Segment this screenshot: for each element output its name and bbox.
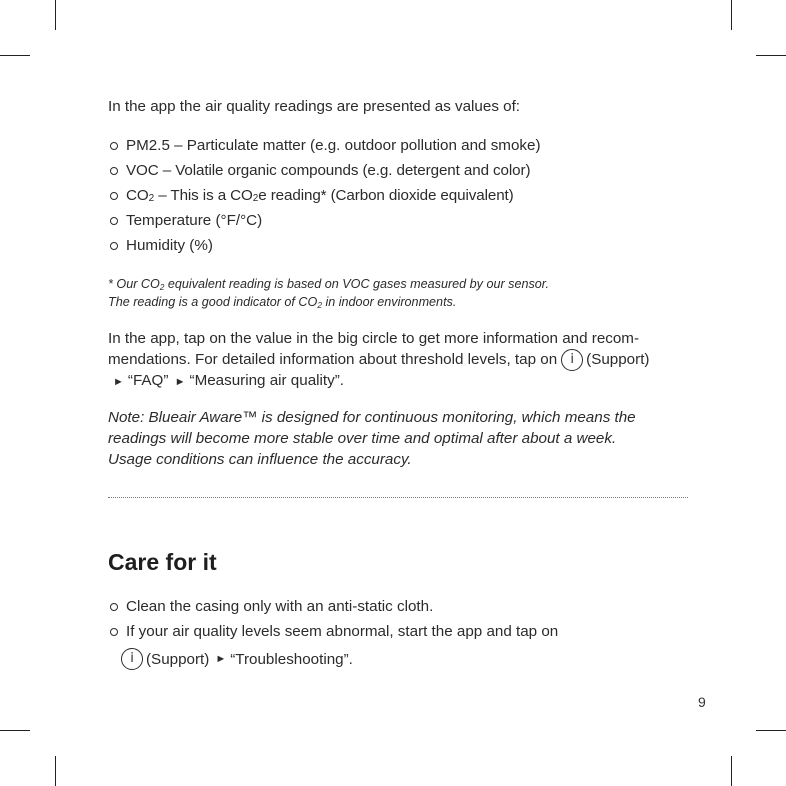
bullet-icon [110,217,118,225]
arrow-right-icon: ► [215,653,227,665]
list-item: If your air quality levels seem abnormal, start the app and tap on [110,623,558,640]
list-item: Temperature (°F/°C) [110,212,262,229]
list-item: CO 2 – This is a CO 2 e reading* (Carbon dioxide equivalent) [110,187,514,204]
bullet-icon [110,628,118,636]
footnote-line: The reading is a good indicator of CO2 in indoor environments. [108,295,457,311]
info-icon: i [121,648,143,670]
page-number: 9 [698,694,706,710]
intro-text: In the app the air quality readings are presented as values of: [108,98,521,115]
crop-mark [0,55,30,56]
crop-mark [0,730,30,731]
crop-mark [55,756,56,786]
note-line: Note: Blueair Aware™ is designed for continuous monitoring, which means the [108,409,636,426]
arrow-right-icon: ► [174,376,186,388]
app-tap-line: mendations. For detailed information about threshold levels, tap on i (Support) [108,349,649,371]
note-line: Usage conditions can influence the accuracy. [108,451,412,468]
footnote-line: * Our CO2 equivalent reading is based on VOC gases measured by our sensor. [108,277,549,293]
care-support-path: i (Support) ► “Troubleshooting”. [117,648,353,670]
dotted-divider [108,497,688,498]
bullet-icon [110,603,118,611]
crop-mark [55,0,56,30]
app-tap-line: In the app, tap on the value in the big circle to get more information and recom- [108,330,640,347]
bullet-icon [110,142,118,150]
app-tap-path: ► “FAQ” ► “Measuring air quality”. [113,372,344,389]
bullet-icon [110,167,118,175]
bullet-icon [110,192,118,200]
crop-mark [756,55,786,56]
crop-mark [756,730,786,731]
arrow-right-icon: ► [113,376,124,388]
list-item: PM2.5 – Particulate matter (e.g. outdoor pollution and smoke) [110,137,541,154]
info-icon: i [561,349,583,371]
list-item: Humidity (%) [110,237,213,254]
bullet-icon [110,242,118,250]
crop-mark [731,0,732,30]
list-item: Clean the casing only with an anti-static cloth. [110,598,433,615]
crop-mark [731,756,732,786]
list-item: VOC – Volatile organic compounds (e.g. detergent and color) [110,162,530,179]
care-heading: Care for it [108,549,217,575]
note-line: readings will become more stable over time and optimal after about a week. [108,430,617,447]
